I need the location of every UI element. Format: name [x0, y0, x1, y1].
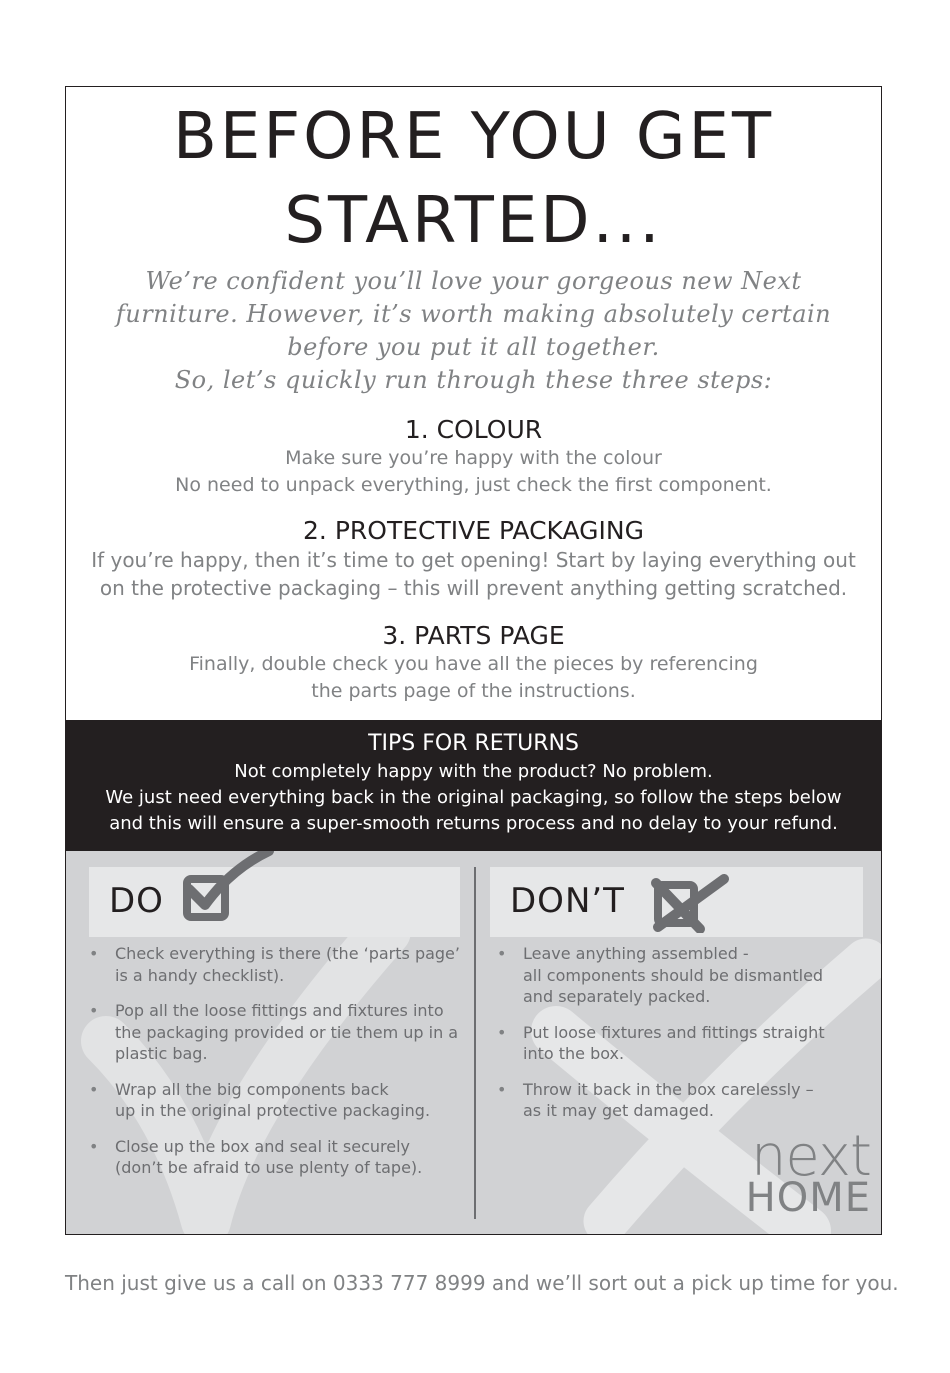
step-colour-heading: 1. COLOUR: [404, 415, 543, 444]
list-item-line: is a handy checklist).: [115, 965, 285, 985]
list-item-line: • Check everything is there (the ‘parts page’: [115, 944, 460, 963]
list-item-line: all components should be dismantled: [523, 965, 824, 985]
tips-heading: TIPS FOR RETURNS: [368, 731, 579, 756]
step-colour-text: [66, 445, 881, 499]
list-item: [89, 1079, 464, 1122]
list-item: [497, 943, 872, 1008]
intro-line-3: before you put it all together.: [287, 333, 660, 361]
list-item-line: and separately packed.: [523, 987, 711, 1006]
step-parts-text: [66, 651, 881, 705]
checkbox-tick-icon: [181, 851, 281, 929]
dont-header: [490, 867, 863, 937]
logo-word-next: next: [750, 1124, 871, 1189]
step-packaging-line-2: on the protective packaging – this will prevent anything getting scratched.: [99, 576, 848, 600]
list-item: [89, 943, 464, 986]
logo-word-home: HOME: [745, 1175, 871, 1221]
step-parts-heading: 3. PARTS PAGE: [382, 621, 565, 650]
tips-line-1: Not completely happy with the product? No problem.: [234, 761, 713, 782]
list-item: [497, 1079, 872, 1122]
next-home-logo: [745, 1124, 871, 1221]
step-colour-line-1: Make sure you’re happy with the colour: [285, 447, 662, 469]
title-line-1: BEFORE YOU GET: [172, 100, 775, 174]
list-item-line: • Pop all the loose fittings and fixtures into: [115, 1001, 444, 1020]
list-item-line: • Wrap all the big components back: [115, 1079, 389, 1099]
checkbox-cross-icon: [650, 873, 730, 933]
list-item-line: the packaging provided or tie them up in a: [115, 1022, 459, 1042]
list-item-line: • Throw it back in the box carelessly –: [523, 1079, 814, 1099]
step-parts-line-2: the parts page of the instructions.: [311, 680, 636, 702]
step-parts-page: [66, 621, 881, 705]
step-packaging-line-1: If you’re happy, then it’s time to get opening! Start by laying everything out: [91, 548, 856, 572]
title-line-2: STARTED...: [284, 184, 663, 258]
step-protective-packaging: [66, 516, 881, 602]
list-item: [497, 1022, 872, 1065]
footer-text: Then just give us a call on 0333 777 8999 and we’ll sort out a pick up time for you.: [65, 1271, 899, 1295]
do-header: [89, 867, 460, 937]
list-item-line: as it may get damaged.: [523, 1101, 714, 1120]
instruction-sheet: [65, 86, 882, 1235]
tips-text: [66, 759, 881, 837]
step-packaging-text: [66, 546, 881, 602]
dont-label: DON’T: [510, 881, 625, 921]
list-item-line: • Leave anything assembled -: [523, 944, 749, 963]
intro-text: [66, 265, 881, 397]
list-item-line: • Put loose fixtures and fittings straight: [523, 1022, 825, 1042]
step-colour-line-2: No need to unpack everything, just check the first component.: [175, 474, 772, 496]
intro-line-2: furniture. However, it’s worth making absolutely certain: [115, 300, 832, 328]
list-item: [89, 1136, 464, 1179]
list-item-line: up in the original protective packaging.: [115, 1101, 431, 1120]
tips-line-2: We just need everything back in the original packaging, so follow the steps below: [105, 787, 842, 808]
step-packaging-heading: 2. PROTECTIVE PACKAGING: [303, 516, 644, 545]
tips-for-returns-banner: [66, 720, 881, 851]
do-label: DO: [109, 881, 164, 921]
list-item-line: • Close up the box and seal it securely: [115, 1136, 411, 1156]
intro-line-1: We’re confident you’ll love your gorgeous new Next: [145, 267, 802, 295]
step-parts-line-1: Finally, double check you have all the pieces by referencing: [189, 653, 758, 675]
page-title: [66, 95, 881, 263]
step-colour: [66, 415, 881, 499]
list-item-line: into the box.: [523, 1044, 625, 1063]
do-list: [89, 943, 464, 1179]
list-item-line: (don’t be afraid to use plenty of tape).: [115, 1158, 423, 1177]
list-item: [89, 1000, 464, 1065]
tips-line-3: and this will ensure a super-smooth returns process and no delay to your refund.: [109, 813, 838, 834]
column-divider: [474, 867, 476, 1219]
do-dont-panel: [66, 851, 881, 1234]
list-item-line: plastic bag.: [115, 1044, 208, 1063]
intro-line-4: So, let’s quickly run through these three steps:: [174, 366, 773, 394]
dont-list: [497, 943, 872, 1122]
